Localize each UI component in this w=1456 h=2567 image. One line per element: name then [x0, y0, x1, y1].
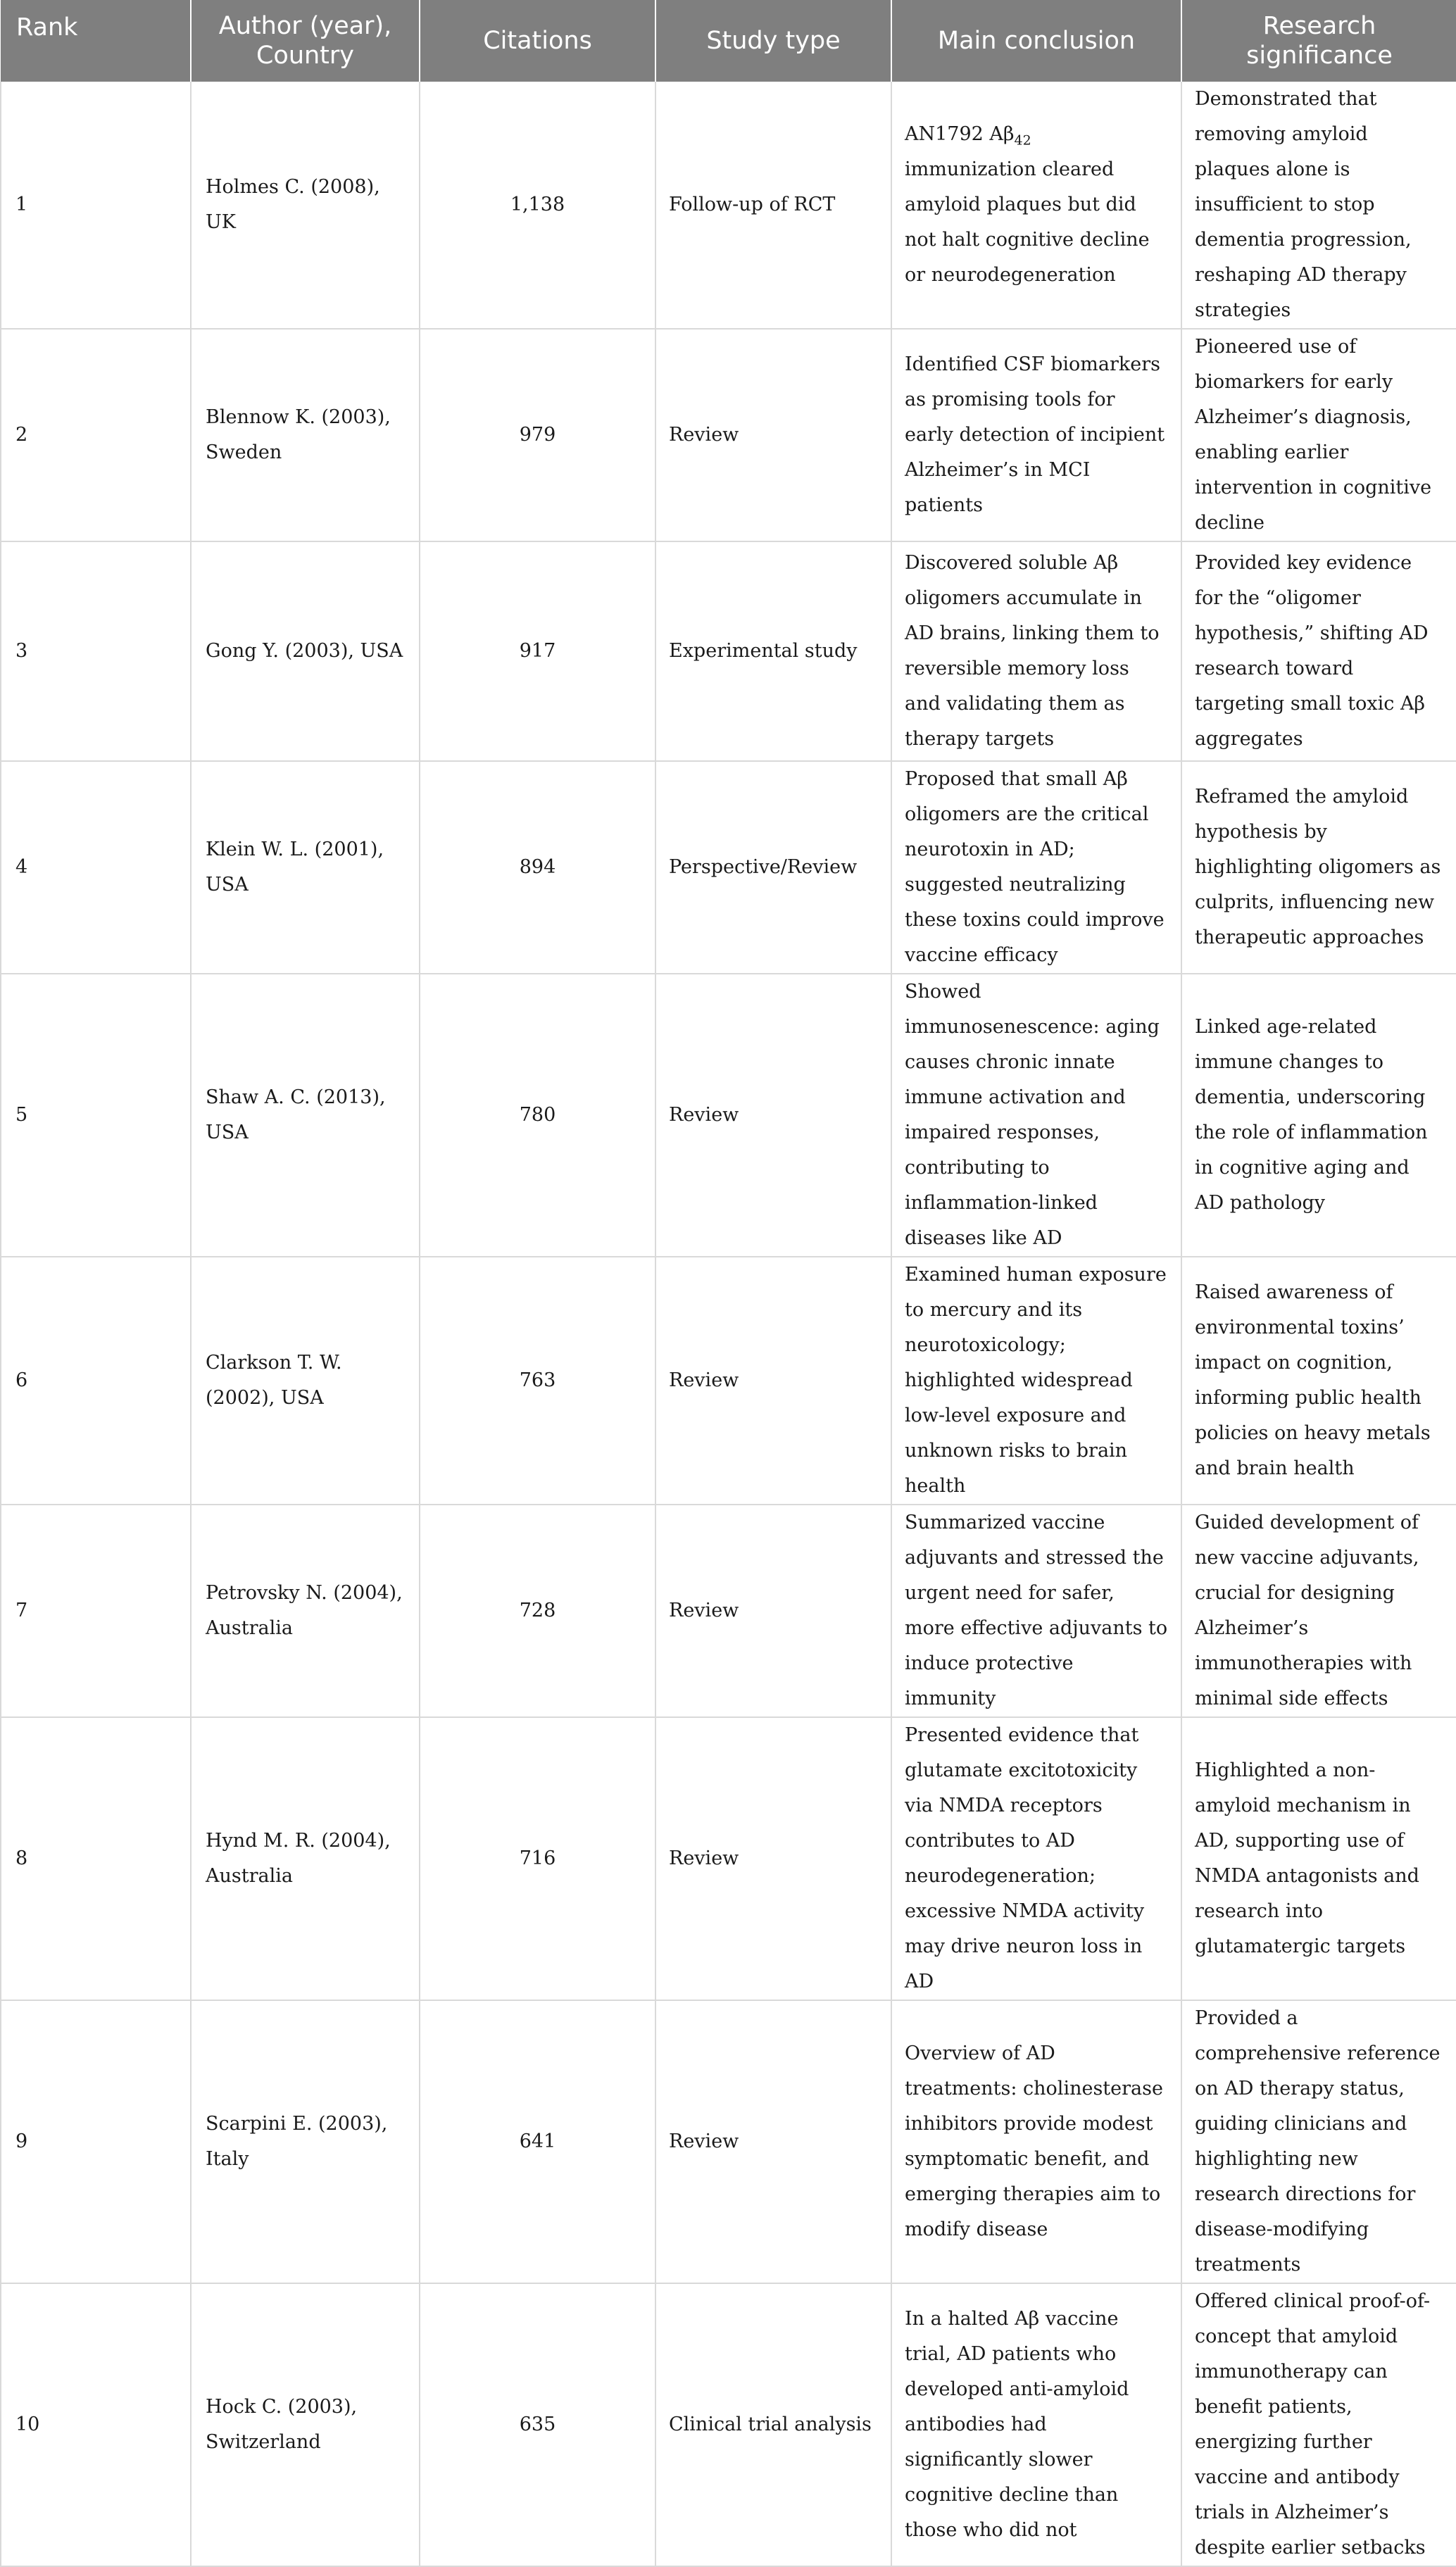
citations-cell: 635 [420, 2283, 655, 2566]
author-cell: Shaw A. C. (2013), USA [191, 974, 420, 1257]
table-row [1, 2283, 1456, 2566]
author-cell: Gong Y. (2003), USA [191, 541, 420, 761]
conclusion-cell: Overview of AD treatments: cholinesterase inhibitors provide modest symptomatic benefit, and emerging therapies aim to modify disease [891, 2000, 1181, 2283]
table-body [1, 82, 1456, 2566]
author-cell: Blennow K. (2003), Sweden [191, 329, 420, 541]
rank-cell: 1 [1, 82, 191, 329]
header-row [1, 0, 1456, 82]
study-type-cell: Review [655, 974, 891, 1257]
significance-cell: Reframed the amyloid hypothesis by highlighting oligomers as culprits, influencing new therapeutic approaches [1181, 761, 1456, 974]
citations-cell: 641 [420, 2000, 655, 2283]
conclusion-cell: Examined human exposure to mercury and its neurotoxicology; highlighted widespread low-level exposure and unknown risks to brain health [891, 1257, 1181, 1505]
study-type-cell: Review [655, 1257, 891, 1505]
citations-cell: 894 [420, 761, 655, 974]
table-row [1, 82, 1456, 329]
rank-cell: 2 [1, 329, 191, 541]
rank-cell: 7 [1, 1505, 191, 1717]
rank-cell: 3 [1, 541, 191, 761]
study-type-cell: Review [655, 1717, 891, 2000]
header-main-conclusion: Main conclusion [891, 0, 1181, 82]
rank-cell: 9 [1, 2000, 191, 2283]
table-header [1, 0, 1456, 82]
significance-cell: Raised awareness of environmental toxins’ impact on cognition, informing public health policies on heavy metals and brain health [1181, 1257, 1456, 1505]
rank-cell: 4 [1, 761, 191, 974]
significance-cell: Pioneered use of biomarkers for early Alzheimer’s diagnosis, enabling earlier intervention in cognitive decline [1181, 329, 1456, 541]
citations-cell: 780 [420, 974, 655, 1257]
table-row [1, 329, 1456, 541]
citations-cell: 716 [420, 1717, 655, 2000]
significance-cell: Offered clinical proof-of-concept that amyloid immunotherapy can benefit patients, energizing further vaccine and antibody trials in Alzheimer’s despite earlier setbacks [1181, 2283, 1456, 2566]
table-row [1, 2000, 1456, 2283]
table-row [1, 1257, 1456, 1505]
author-cell: Scarpini E. (2003), Italy [191, 2000, 420, 2283]
conclusion-cell: Summarized vaccine adjuvants and stressed the urgent need for safer, more effective adjuvants to induce protective immunity [891, 1505, 1181, 1717]
study-type-cell: Clinical trial analysis [655, 2283, 891, 2566]
citations-cell: 763 [420, 1257, 655, 1505]
rank-cell: 5 [1, 974, 191, 1257]
header-study-type: Study type [655, 0, 891, 82]
citations-cell: 728 [420, 1505, 655, 1717]
significance-cell: Provided key evidence for the “oligomer hypothesis,” shifting AD research toward targeting small toxic Aβ aggregates [1181, 541, 1456, 761]
rank-cell: 10 [1, 2283, 191, 2566]
significance-cell: Provided a comprehensive reference on AD therapy status, guiding clinicians and highlighting new research directions for disease-modifying treatments [1181, 2000, 1456, 2283]
rank-cell: 8 [1, 1717, 191, 2000]
conclusion-cell: Showed immunosenescence: aging causes chronic innate immune activation and impaired responses, contributing to inflammation-linked diseases like AD [891, 974, 1181, 1257]
study-type-cell: Follow-up of RCT [655, 82, 891, 329]
study-type-cell: Perspective/Review [655, 761, 891, 974]
author-cell: Holmes C. (2008), UK [191, 82, 420, 329]
conclusion-cell: Presented evidence that glutamate excitotoxicity via NMDA receptors contributes to AD neurodegeneration; excessive NMDA activity may drive neuron loss in AD [891, 1717, 1181, 2000]
conclusion-cell: Discovered soluble Aβ oligomers accumulate in AD brains, linking them to reversible memory loss and validating them as therapy targets [891, 541, 1181, 761]
citations-cell: 979 [420, 329, 655, 541]
significance-cell: Demonstrated that removing amyloid plaques alone is insufficient to stop dementia progression, reshaping AD therapy strategies [1181, 82, 1456, 329]
author-cell: Hynd M. R. (2004), Australia [191, 1717, 420, 2000]
author-cell: Klein W. L. (2001), USA [191, 761, 420, 974]
table-row [1, 1505, 1456, 1717]
significance-cell: Highlighted a non-amyloid mechanism in AD, supporting use of NMDA antagonists and research into glutamatergic targets [1181, 1717, 1456, 2000]
table-row [1, 761, 1456, 974]
study-type-cell: Review [655, 2000, 891, 2283]
study-type-cell: Review [655, 1505, 891, 1717]
citations-cell: 1,138 [420, 82, 655, 329]
header-citations: Citations [420, 0, 655, 82]
rank-cell: 6 [1, 1257, 191, 1505]
conclusion-cell: Identified CSF biomarkers as promising tools for early detection of incipient Alzheimer’s in MCI patients [891, 329, 1181, 541]
conclusion-cell [891, 82, 1181, 329]
significance-cell: Linked age-related immune changes to dementia, underscoring the role of inflammation in cognitive aging and AD pathology [1181, 974, 1456, 1257]
author-cell: Clarkson T. W. (2002), USA [191, 1257, 420, 1505]
header-rank: Rank [1, 0, 191, 82]
conclusion-cell: Proposed that small Aβ oligomers are the critical neurotoxin in AD; suggested neutralizing these toxins could improve vaccine efficacy [891, 761, 1181, 974]
table-row [1, 541, 1456, 761]
header-research-significance: Research significance [1181, 0, 1456, 82]
table-row [1, 1717, 1456, 2000]
header-author: Author (year), Country [191, 0, 420, 82]
conclusion-text-start: AN1792 Aβ [905, 123, 1015, 145]
author-cell: Hock C. (2003), Switzerland [191, 2283, 420, 2566]
citations-cell: 917 [420, 541, 655, 761]
conclusion-text-end: immunization cleared amyloid plaques but did not halt cognitive decline or neurodegeneration [905, 158, 1150, 286]
table-row [1, 974, 1456, 1257]
study-type-cell: Experimental study [655, 541, 891, 761]
study-type-cell: Review [655, 329, 891, 541]
conclusion-subscript: 42 [1014, 132, 1031, 149]
author-cell: Petrovsky N. (2004), Australia [191, 1505, 420, 1717]
conclusion-cell: In a halted Aβ vaccine trial, AD patients who developed anti-amyloid antibodies had significantly slower cognitive decline than those who did not [891, 2283, 1181, 2566]
significance-cell: Guided development of new vaccine adjuvants, crucial for designing Alzheimer’s immunotherapies with minimal side effects [1181, 1505, 1456, 1717]
